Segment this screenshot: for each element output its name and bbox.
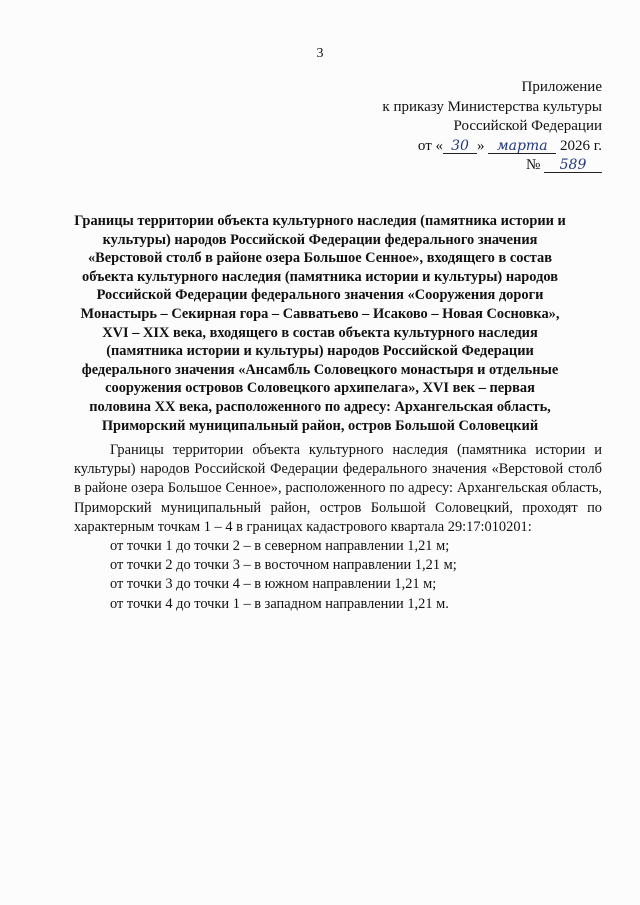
date-year: 2026 г. [560, 137, 602, 154]
date-prefix: от « [417, 137, 444, 154]
body-paragraph: Границы территории объекта культурного наследия (памятника истории и культуры) народов Российской Федерации федерального значения «Верстовой столб в районе озера Большое Сенное», расположенного по адресу: Архангельская область, Приморский муниципальный район, остров Большой Соловецкий, проходят по характерным точкам 1 – 4 в границах кадастрового квартала 29:17:010201: [74, 442, 602, 535]
boundary-list [74, 537, 602, 614]
document-body [74, 441, 602, 614]
number-value: 589 [544, 158, 602, 173]
date-mid: » [477, 137, 485, 154]
page-number: 3 [316, 46, 324, 61]
boundary-item: от точки 3 до точки 4 – в южном направлении 1,21 м; [110, 576, 437, 593]
appendix-order-ref: к приказу Министерства культуры [382, 98, 602, 115]
date-month: марта [488, 139, 556, 154]
number-prefix: № [525, 157, 541, 173]
boundary-item: от точки 1 до точки 2 – в северном направлении 1,21 м; [110, 538, 450, 555]
boundary-item: от точки 4 до точки 1 – в западном направлении 1,21 м. [110, 595, 449, 612]
appendix-header [302, 78, 602, 176]
appendix-date [302, 137, 602, 157]
appendix-label: Приложение [521, 79, 602, 95]
appendix-federation: Российской Федерации [453, 118, 602, 134]
document-title: Границы территории объекта культурного наследия (памятника истории и культуры) народов Российской Федерации федерального значения «Верстовой столб в районе озера Большое Сенное», входящего в состав объекта культурного наследия (памятника истории и культуры) народов Российской Федерации федерального значения «Сооружения дороги Монастырь – Секирная гора – Савватьево – Исаково – Новая Сосновка», XVI – XIX века, входящего в состав объекта культурного наследия (памятника истории и культуры) народов Российской Федерации федерального значения «Ансамбль Соловецкого монастыря и отдельные сооружения островов Соловецкого архипелага», XVI век – первая половина XX века, расположенного по адресу: Архангельская область, Приморский муниципальный район, остров Большой Соловецкий [74, 213, 566, 434]
date-day: 30 [443, 139, 477, 154]
boundary-item: от точки 2 до точки 3 – в восточном направлении 1,21 м; [110, 557, 457, 574]
appendix-number [302, 156, 602, 176]
